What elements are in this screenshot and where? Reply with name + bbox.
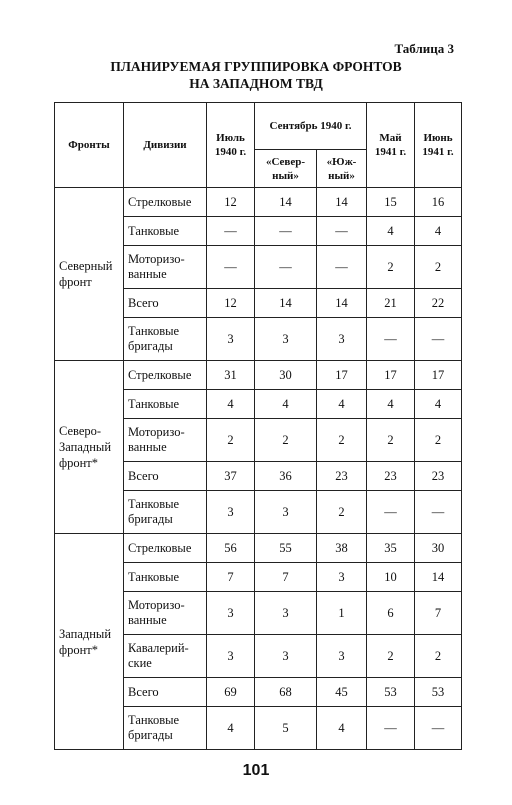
value-cell: 1 (317, 592, 367, 635)
value-cell: 4 (317, 707, 367, 750)
table-title (0, 58, 512, 92)
value-cell: 4 (207, 390, 255, 419)
value-cell: — (317, 246, 367, 289)
value-cell: 23 (367, 462, 415, 491)
value-cell: 17 (367, 361, 415, 390)
value-cell: 12 (207, 289, 255, 318)
value-cell: 3 (207, 491, 255, 534)
value-cell: 68 (255, 678, 317, 707)
value-cell: 3 (255, 592, 317, 635)
value-cell: 7 (415, 592, 462, 635)
value-cell: — (415, 707, 462, 750)
header-september-1940: Сентябрь 1940 г. (255, 103, 367, 150)
value-cell: 2 (415, 635, 462, 678)
table-row (55, 361, 462, 390)
value-cell: 56 (207, 534, 255, 563)
value-cell: 4 (367, 217, 415, 246)
division-type: Стрелковые (124, 534, 207, 563)
division-type: Танковые бригады (124, 707, 207, 750)
table-row (55, 188, 462, 217)
front-name: Северо-Западный фронт* (55, 361, 124, 534)
value-cell: 38 (317, 534, 367, 563)
value-cell: 3 (255, 635, 317, 678)
division-type: Танковые (124, 217, 207, 246)
value-cell: 14 (415, 563, 462, 592)
value-cell: 4 (367, 390, 415, 419)
value-cell: 14 (255, 289, 317, 318)
value-cell: 23 (415, 462, 462, 491)
value-cell: 53 (367, 678, 415, 707)
value-cell: 35 (367, 534, 415, 563)
table-row (55, 534, 462, 563)
division-type: Танковые (124, 563, 207, 592)
title-line-2: НА ЗАПАДНОМ ТВД (189, 76, 323, 91)
value-cell: 2 (207, 419, 255, 462)
header-june-1941: Июнь 1941 г. (415, 103, 462, 188)
division-type: Всего (124, 678, 207, 707)
value-cell: 4 (255, 390, 317, 419)
division-type: Стрелковые (124, 361, 207, 390)
value-cell: — (207, 246, 255, 289)
value-cell: 69 (207, 678, 255, 707)
value-cell: 12 (207, 188, 255, 217)
value-cell: 3 (207, 592, 255, 635)
value-cell: 10 (367, 563, 415, 592)
value-cell: 2 (317, 419, 367, 462)
value-cell: — (367, 491, 415, 534)
grouping-table (54, 102, 462, 750)
value-cell: — (255, 217, 317, 246)
value-cell: 4 (317, 390, 367, 419)
header-july-1940: Июль 1940 г. (207, 103, 255, 188)
division-type: Всего (124, 289, 207, 318)
header-sept-south: «Юж-ный» (317, 150, 367, 188)
value-cell: — (255, 246, 317, 289)
division-type: Всего (124, 462, 207, 491)
page-number: 101 (242, 762, 270, 779)
value-cell: 15 (367, 188, 415, 217)
value-cell: 3 (317, 563, 367, 592)
value-cell: 3 (255, 491, 317, 534)
value-cell: 16 (415, 188, 462, 217)
value-cell: 2 (367, 246, 415, 289)
value-cell: 30 (255, 361, 317, 390)
value-cell: 17 (415, 361, 462, 390)
value-cell: 53 (415, 678, 462, 707)
front-name: Западный фронт* (55, 534, 124, 750)
value-cell: 3 (207, 318, 255, 361)
value-cell: — (367, 318, 415, 361)
value-cell: 3 (255, 318, 317, 361)
value-cell: 5 (255, 707, 317, 750)
value-cell: 2 (367, 419, 415, 462)
division-type: Моторизо-ванные (124, 246, 207, 289)
value-cell: 21 (367, 289, 415, 318)
division-type: Стрелковые (124, 188, 207, 217)
value-cell: 6 (367, 592, 415, 635)
value-cell: 2 (367, 635, 415, 678)
division-type: Танковые (124, 390, 207, 419)
value-cell: 4 (415, 217, 462, 246)
value-cell: 3 (317, 318, 367, 361)
header-fronts: Фронты (55, 103, 124, 188)
value-cell: 2 (255, 419, 317, 462)
division-type: Кавалерий-ские (124, 635, 207, 678)
value-cell: 3 (207, 635, 255, 678)
title-line-1: ПЛАНИРУЕМАЯ ГРУППИРОВКА ФРОНТОВ (110, 59, 402, 74)
value-cell: 7 (207, 563, 255, 592)
value-cell: — (317, 217, 367, 246)
value-cell: — (207, 217, 255, 246)
division-type: Танковые бригады (124, 318, 207, 361)
value-cell: 2 (415, 419, 462, 462)
table-label: Таблица 3 (394, 41, 454, 56)
value-cell: 4 (415, 390, 462, 419)
value-cell: 55 (255, 534, 317, 563)
value-cell: 37 (207, 462, 255, 491)
value-cell: 3 (317, 635, 367, 678)
division-type: Моторизо-ванные (124, 592, 207, 635)
table-body (55, 188, 462, 750)
header-sept-north: «Север-ный» (255, 150, 317, 188)
value-cell: 45 (317, 678, 367, 707)
value-cell: 30 (415, 534, 462, 563)
value-cell: — (415, 491, 462, 534)
value-cell: 14 (317, 188, 367, 217)
value-cell: 2 (415, 246, 462, 289)
value-cell: 31 (207, 361, 255, 390)
value-cell: — (415, 318, 462, 361)
value-cell: 22 (415, 289, 462, 318)
front-name: Северный фронт (55, 188, 124, 361)
value-cell: 17 (317, 361, 367, 390)
value-cell: 7 (255, 563, 317, 592)
value-cell: 14 (317, 289, 367, 318)
value-cell: 23 (317, 462, 367, 491)
value-cell: 14 (255, 188, 317, 217)
header-may-1941: Май 1941 г. (367, 103, 415, 188)
value-cell: 2 (317, 491, 367, 534)
value-cell: 36 (255, 462, 317, 491)
value-cell: 4 (207, 707, 255, 750)
division-type: Танковые бригады (124, 491, 207, 534)
division-type: Моторизо-ванные (124, 419, 207, 462)
header-divisions: Дивизии (124, 103, 207, 188)
value-cell: — (367, 707, 415, 750)
